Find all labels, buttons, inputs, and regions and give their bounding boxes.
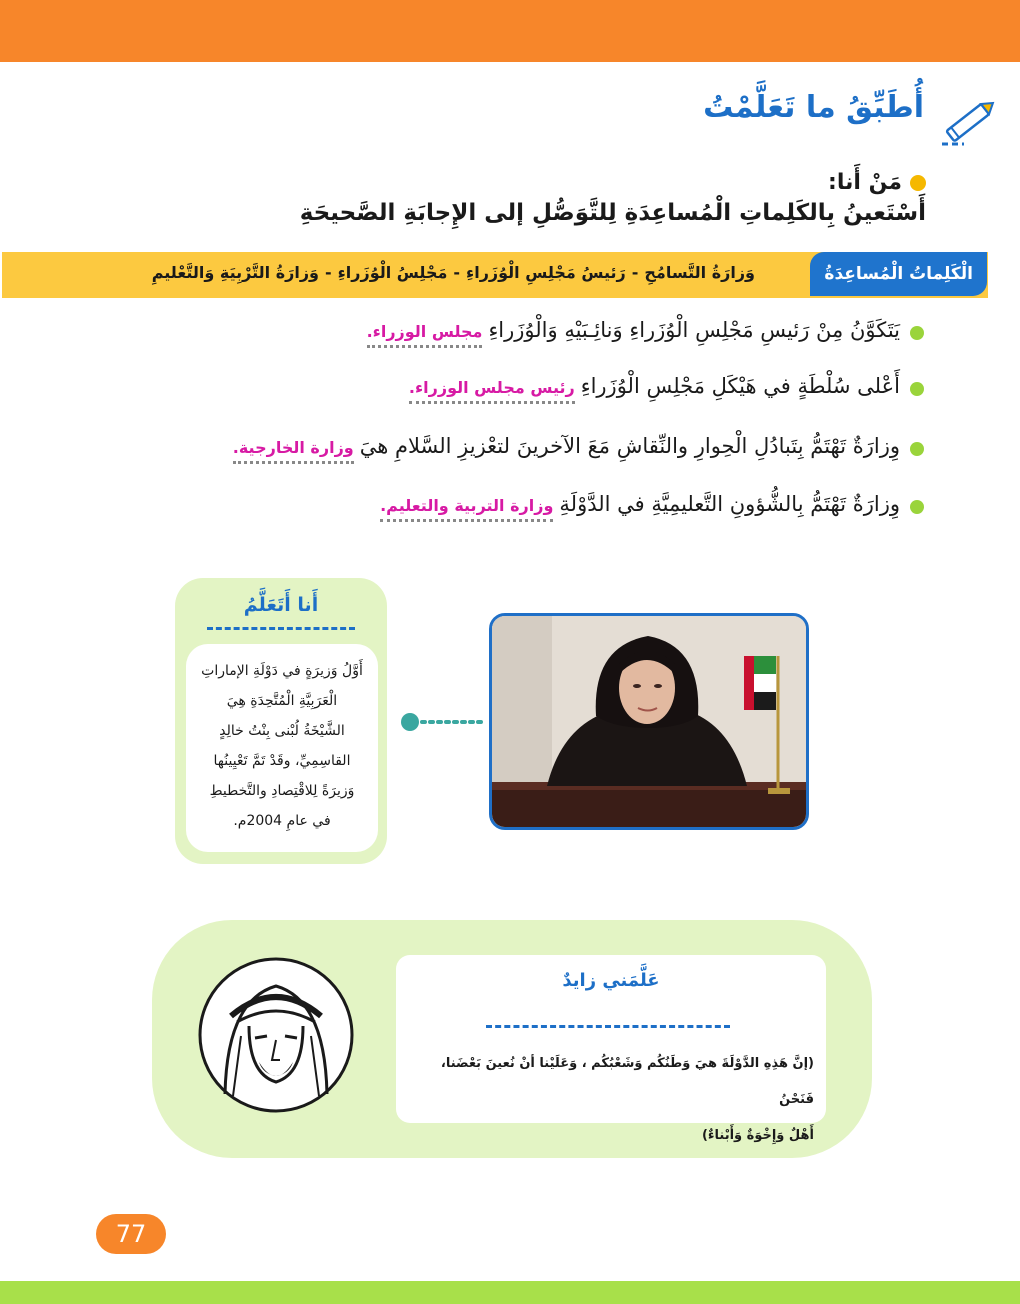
instruction-text: أَسْتَعينُ بِالكَلِماتِ الْمُساعِدَةِ لِلتَّوَصُّلِ إلى الإِجابَةِ الصَّحيحَةِ	[299, 200, 926, 226]
helper-words-list	[152, 263, 755, 282]
question-item	[409, 374, 900, 404]
question-item	[367, 318, 900, 348]
helper-separator: -	[324, 263, 332, 282]
helper-separator: -	[631, 263, 639, 282]
answer-text: وزارة التربية والتعليم.	[380, 496, 553, 522]
i-learn-title: أَنا أَتَعَلَّمُ	[243, 594, 319, 616]
answer-text: مجلس الوزراء.	[367, 322, 483, 348]
i-learn-line: القاسِمِيِّ، وقَدْ تَمَّ تَعْيِينُها	[213, 753, 351, 769]
top-color-band	[0, 0, 1020, 62]
who-am-i-text: مَنْ أَنا:	[828, 170, 902, 195]
zayed-quote-line: أَهْلٌ وَإِخْوَةٌ وَأَبْناءٌ)	[701, 1128, 814, 1143]
bullet-dot-icon	[910, 175, 926, 191]
i-learn-line: في عامِ 2004م.	[233, 813, 331, 829]
dashed-divider	[207, 627, 355, 630]
question-item	[380, 492, 900, 522]
section-title: أُطَبِّقُ ما تَعَلَّمْتُ	[703, 90, 924, 125]
i-learn-line: وَزيرَةً لِلاقْتِصادِ والتَّخطيطِ	[209, 783, 355, 799]
zayed-quote-line: (إنَّ هَذِهِ الدَّوْلَةَ هيَ وَطَنُكُم وَشَعْبُكُم ، وَعَلَيْنا أنْ نُعينَ بَعْضَنا، فَنَحْنُ	[440, 1056, 814, 1107]
question-item	[233, 434, 900, 464]
i-learn-line: أَوَّلُ وَزيرَةٍ في دَوْلَةِ الإماراتِ	[201, 663, 363, 679]
question-text: وِزارَةٌ تَهْتَمُّ بِتَبادُلِ الْحِوارِ والنِّقاشِ مَعَ الآخرينَ لتعْزيزِ السَّلامِ هيَ	[359, 434, 900, 458]
minister-photo-illustration	[492, 616, 806, 827]
zayed-title: عَلَّمَني زايدٌ	[562, 970, 660, 991]
who-am-i-heading	[828, 170, 926, 195]
dotted-connector	[400, 712, 486, 732]
helper-word: مَجْلِسُ الْوُزَراءِ	[337, 263, 448, 282]
helper-word: وَزارَةُ التَّرْبِيَةِ وَالتَّعْليمِ	[151, 263, 319, 282]
helper-separator: -	[453, 263, 461, 282]
minister-photo	[489, 613, 809, 830]
dashed-divider	[486, 1025, 730, 1028]
question-text: وِزارَةٌ تَهْتَمُّ بِالشُّؤونِ التَّعليمِيَّةِ في الدَّوْلَةِ	[559, 492, 900, 516]
answer-text: وزارة الخارجية.	[233, 438, 354, 464]
helper-word: وَزارَةُ التَّسامُحِ	[644, 263, 755, 282]
pencil-icon	[938, 92, 1004, 148]
bottom-color-band	[0, 1281, 1020, 1304]
question-bullet-icon	[910, 382, 924, 396]
question-bullet-icon	[910, 442, 924, 456]
question-text: يَتَكَوَّنُ مِنْ رَئيسِ مَجْلِسِ الْوُزَراءِ وَنائِـبَيْهِ وَالْوُزَراءِ	[488, 318, 900, 342]
zayed-quote	[408, 1046, 814, 1154]
question-bullet-icon	[910, 500, 924, 514]
question-text: أَعْلى سُلْطَةٍ في هَيْكَلِ مَجْلِسِ الْوُزَراءِ	[580, 374, 900, 398]
question-bullet-icon	[910, 326, 924, 340]
i-learn-line: الْعَرَبِيَّةِ الْمُتَّحِدَةِ هِيَ	[226, 693, 338, 709]
helper-word: رَئيسُ مَجْلِسِ الْوُزَراءِ	[466, 263, 626, 282]
sheikh-zayed-portrait	[197, 956, 355, 1114]
answer-text: رئيس مجلس الوزراء.	[409, 378, 575, 404]
page-number: 77	[96, 1214, 166, 1254]
helper-words-label: الْكَلِماتُ الْمُساعِدَةُ	[810, 252, 987, 296]
i-learn-content	[186, 644, 378, 852]
i-learn-line: الشَّيْخَةُ لُبْنى بِنْتُ خالِدٍ	[219, 723, 345, 739]
